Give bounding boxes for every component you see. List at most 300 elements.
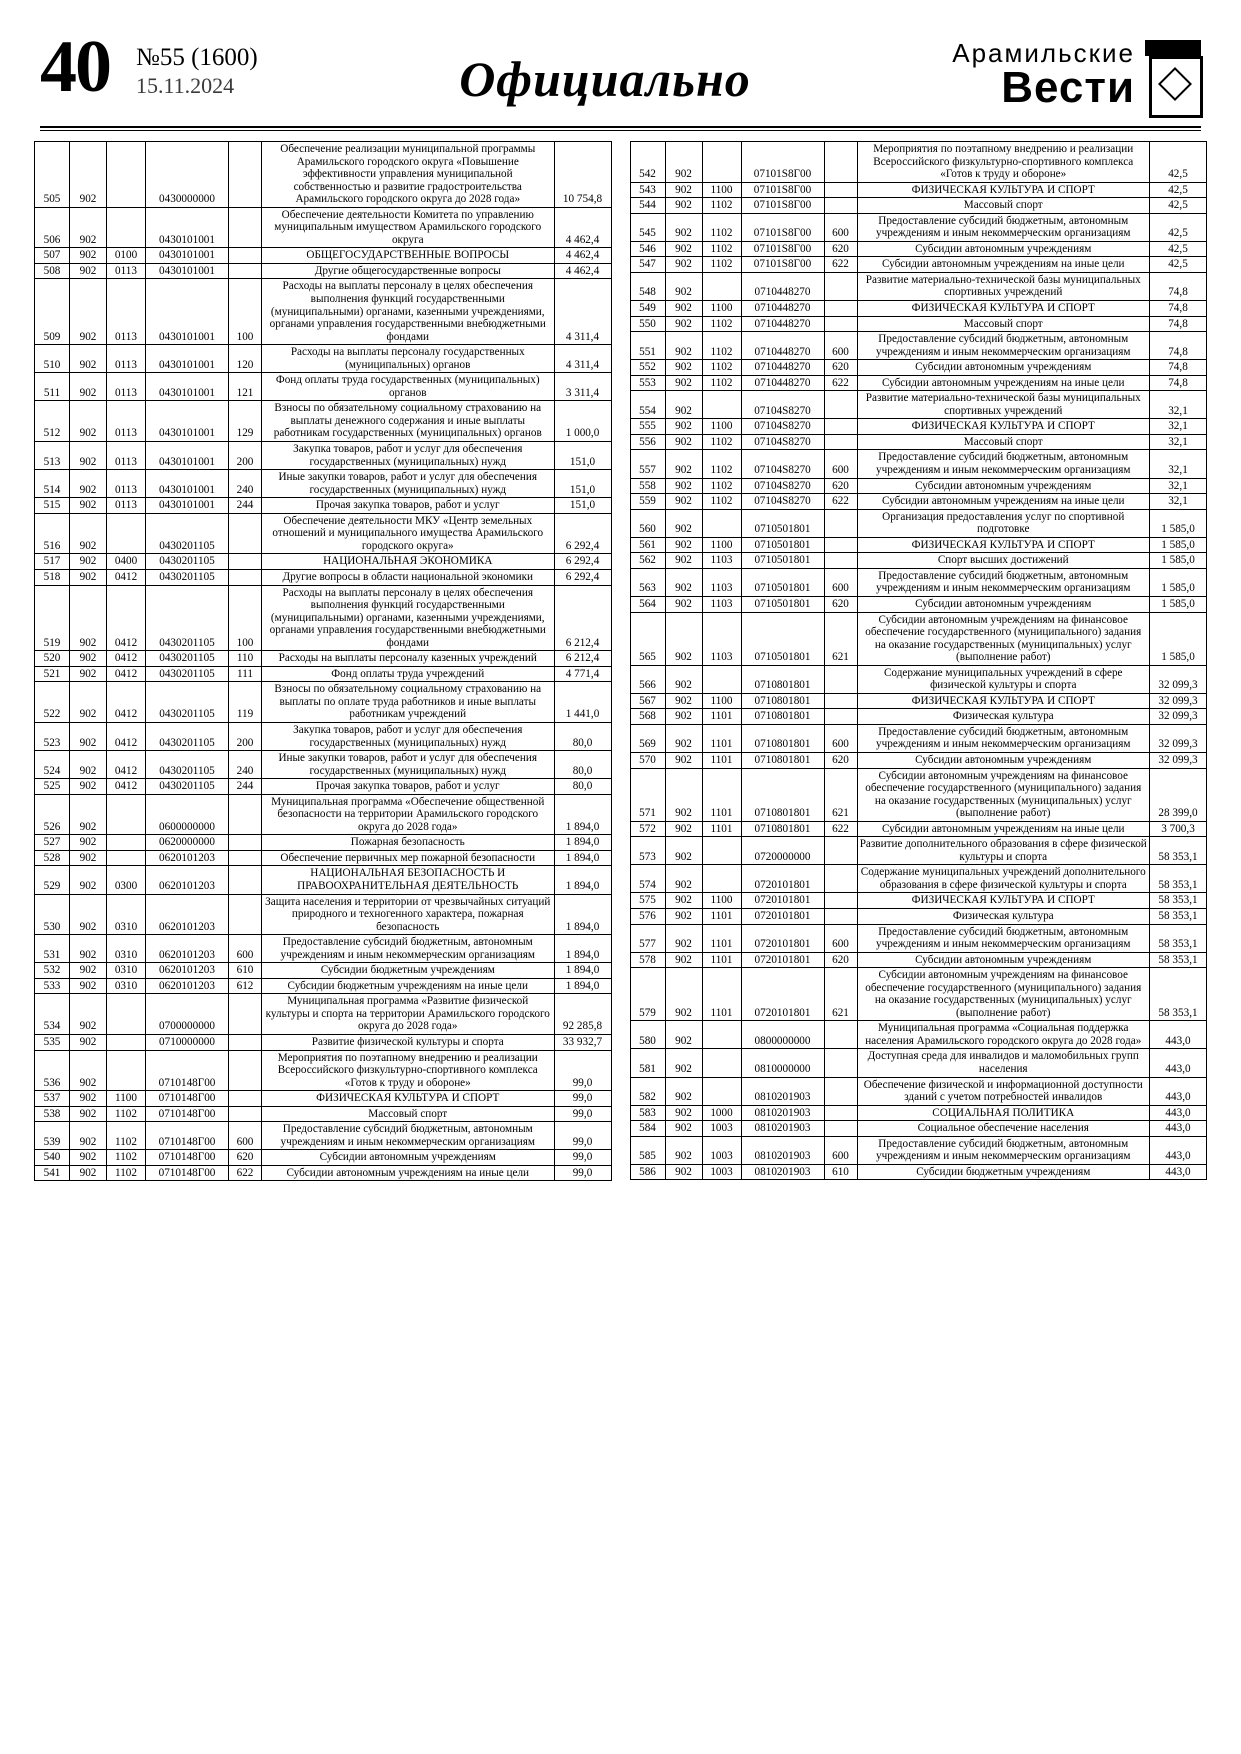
cell-razdel: 0412: [107, 569, 146, 585]
row-number: 538: [35, 1106, 70, 1122]
cell-amount: 1 894,0: [554, 835, 611, 851]
cell-target-article: 07101S8Г00: [741, 241, 824, 257]
cell-razdel: 1101: [702, 908, 741, 924]
cell-vid-rashodov: [229, 794, 262, 835]
cell-name: НАЦИОНАЛЬНАЯ БЕЗОПАСНОСТЬ И ПРАВООХРАНИТЕЛЬНАЯ ДЕЯТЕЛЬНОСТЬ: [262, 866, 555, 894]
cell-name: Субсидии автономным учреждениям на иные цели: [857, 494, 1150, 510]
cell-name: Обеспечение первичных мер пожарной безопасности: [262, 850, 555, 866]
cell-name: Развитие материально-технической базы муниципальных спортивных учреждений: [857, 391, 1150, 419]
cell-name: Обеспечение деятельности Комитета по управлению муниципальным имуществом Арамильского городского округа: [262, 207, 555, 248]
table-row: [630, 375, 1207, 391]
cell-razdel: 0412: [107, 651, 146, 667]
table-row: [35, 1050, 612, 1091]
cell-amount: 58 353,1: [1150, 968, 1207, 1021]
cell-name: Обеспечение реализации муниципальной программы Арамильского городского округа «Повышение эффективности управления муниципальной собственностью и развитие градостроительства Арамильского городского округа до 2028 года»: [262, 142, 555, 208]
cell-target-article: 0430000000: [146, 142, 229, 208]
cell-razdel: 1003: [702, 1121, 741, 1137]
cell-target-article: 0710448270: [741, 375, 824, 391]
cell-target-article: 0430201105: [146, 554, 229, 570]
cell-vid-rashodov: [824, 908, 857, 924]
cell-razdel: [107, 850, 146, 866]
cell-amount: 1 585,0: [1150, 612, 1207, 665]
cell-vid-rashodov: 244: [229, 779, 262, 795]
cell-razdel: 1103: [702, 596, 741, 612]
issue-date: 15.11.2024: [136, 72, 235, 98]
cell-name: Предоставление субсидий бюджетным, автономным учреждениям и иным некоммерческим организациям: [857, 213, 1150, 241]
cell-target-article: 0710801801: [741, 821, 824, 837]
table-row: [630, 709, 1207, 725]
table-row: [35, 207, 612, 248]
cell-vid-rashodov: [824, 865, 857, 893]
brand-line-2: Вести: [1001, 63, 1135, 112]
table-row: [35, 1091, 612, 1107]
cell-name: Субсидии бюджетным учреждениям: [262, 963, 555, 979]
cell-vedomstvo: 902: [665, 768, 702, 821]
cell-amount: 443,0: [1150, 1105, 1207, 1121]
cell-name: Муниципальная программа «Обеспечение общественной безопасности на территории Арамильского городского округа до 2028 года»: [262, 794, 555, 835]
cell-target-article: 0620101203: [146, 935, 229, 963]
cell-vedomstvo: 902: [70, 794, 107, 835]
table-row: [630, 198, 1207, 214]
table-row: [630, 494, 1207, 510]
cell-razdel: 1102: [702, 213, 741, 241]
cell-vedomstvo: 902: [70, 779, 107, 795]
cell-razdel: 0310: [107, 963, 146, 979]
cell-name: Субсидии автономным учреждениям: [857, 241, 1150, 257]
cell-vedomstvo: 902: [665, 434, 702, 450]
row-number: 505: [35, 142, 70, 208]
cell-name: Предоставление субсидий бюджетным, автономным учреждениям и иным некоммерческим организациям: [857, 724, 1150, 752]
cell-target-article: 0430101001: [146, 498, 229, 514]
cell-razdel: [702, 272, 741, 300]
table-row: [35, 978, 612, 994]
row-number: 570: [630, 752, 665, 768]
row-number: 568: [630, 709, 665, 725]
cell-vedomstvo: 902: [70, 666, 107, 682]
cell-vedomstvo: 902: [665, 724, 702, 752]
cell-vedomstvo: 902: [665, 1021, 702, 1049]
table-row: [35, 994, 612, 1035]
table-row: [35, 401, 612, 442]
cell-vid-rashodov: [824, 509, 857, 537]
cell-name: Предоставление субсидий бюджетным, автономным учреждениям и иным некоммерческим организациям: [857, 1136, 1150, 1164]
cell-target-article: 07101S8Г00: [741, 257, 824, 273]
cell-amount: 1 894,0: [554, 935, 611, 963]
cell-amount: 1 441,0: [554, 682, 611, 723]
cell-amount: 6 212,4: [554, 585, 611, 651]
table-row: [630, 450, 1207, 478]
cell-vid-rashodov: [229, 513, 262, 554]
cell-name: ФИЗИЧЕСКАЯ КУЛЬТУРА И СПОРТ: [857, 693, 1150, 709]
cell-vedomstvo: 902: [70, 835, 107, 851]
row-number: 507: [35, 248, 70, 264]
cell-razdel: 1103: [702, 553, 741, 569]
cell-name: Фонд оплаты труда государственных (муниципальных) органов: [262, 373, 555, 401]
cell-amount: 74,8: [1150, 272, 1207, 300]
cell-razdel: 1100: [702, 419, 741, 435]
cell-name: Муниципальная программа «Социальная поддержка населения Арамильского городского округа до 2028 года»: [857, 1021, 1150, 1049]
cell-vedomstvo: 902: [70, 554, 107, 570]
cell-vid-rashodov: 600: [824, 450, 857, 478]
cell-amount: 6 292,4: [554, 513, 611, 554]
cell-razdel: [702, 837, 741, 865]
cell-razdel: [702, 391, 741, 419]
table-row: [35, 1035, 612, 1051]
row-number: 521: [35, 666, 70, 682]
cell-vedomstvo: 902: [665, 198, 702, 214]
cell-razdel: 1100: [702, 301, 741, 317]
cell-amount: 151,0: [554, 498, 611, 514]
cell-name: Социальное обеспечение населения: [857, 1121, 1150, 1137]
cell-amount: 80,0: [554, 722, 611, 750]
cell-vid-rashodov: 621: [824, 612, 857, 665]
cell-amount: 1 894,0: [554, 978, 611, 994]
cell-razdel: [107, 994, 146, 1035]
cell-amount: 1 585,0: [1150, 596, 1207, 612]
cell-vid-rashodov: [229, 142, 262, 208]
cell-vid-rashodov: [229, 850, 262, 866]
cell-amount: 151,0: [554, 442, 611, 470]
cell-razdel: 0113: [107, 279, 146, 345]
cell-vid-rashodov: [824, 1077, 857, 1105]
row-number: 524: [35, 751, 70, 779]
cell-amount: 99,0: [554, 1150, 611, 1166]
row-number: 565: [630, 612, 665, 665]
cell-vid-rashodov: [229, 207, 262, 248]
cell-amount: 32,1: [1150, 391, 1207, 419]
cell-razdel: 1102: [107, 1122, 146, 1150]
table-row: [630, 419, 1207, 435]
cell-vid-rashodov: 610: [229, 963, 262, 979]
cell-target-article: 07104S8270: [741, 494, 824, 510]
cell-vedomstvo: 902: [665, 612, 702, 665]
row-number: 561: [630, 537, 665, 553]
cell-name: ФИЗИЧЕСКАЯ КУЛЬТУРА И СПОРТ: [857, 893, 1150, 909]
cell-target-article: 0700000000: [146, 994, 229, 1035]
cell-razdel: [702, 142, 741, 183]
cell-vid-rashodov: 121: [229, 373, 262, 401]
cell-vedomstvo: 902: [665, 478, 702, 494]
cell-vid-rashodov: 244: [229, 498, 262, 514]
cell-target-article: 07101S8Г00: [741, 142, 824, 183]
cell-target-article: 0720000000: [741, 837, 824, 865]
cell-vedomstvo: 902: [665, 257, 702, 273]
cell-name: Защита населения и территории от чрезвычайных ситуаций природного и техногенного характера, пожарная безопасность: [262, 894, 555, 935]
row-number: 539: [35, 1122, 70, 1150]
cell-name: Субсидии автономным учреждениям на финансовое обеспечение государственного (муниципального) задания на оказание государственных (муниципальных) услуг (выполнение работ): [857, 968, 1150, 1021]
cell-name: Другие общегосударственные вопросы: [262, 263, 555, 279]
cell-name: Развитие дополнительного образования в сфере физической культуры и спорта: [857, 837, 1150, 865]
cell-amount: 92 285,8: [554, 994, 611, 1035]
cell-vedomstvo: 902: [665, 908, 702, 924]
cell-razdel: 1102: [702, 241, 741, 257]
row-number: 518: [35, 569, 70, 585]
row-number: 550: [630, 316, 665, 332]
cell-vedomstvo: 902: [70, 1050, 107, 1091]
table-row: [35, 963, 612, 979]
row-number: 509: [35, 279, 70, 345]
cell-amount: 74,8: [1150, 301, 1207, 317]
cell-amount: 1 894,0: [554, 794, 611, 835]
row-number: 541: [35, 1165, 70, 1181]
cell-name: Обеспечение физической и информационной доступности зданий с учетом потребностей инвалидов: [857, 1077, 1150, 1105]
cell-vedomstvo: 902: [70, 751, 107, 779]
cell-name: ФИЗИЧЕСКАЯ КУЛЬТУРА И СПОРТ: [857, 537, 1150, 553]
cell-razdel: 0310: [107, 978, 146, 994]
cell-vedomstvo: 902: [70, 1035, 107, 1051]
table-row: [35, 279, 612, 345]
cell-vedomstvo: 902: [70, 894, 107, 935]
cell-name: ФИЗИЧЕСКАЯ КУЛЬТУРА И СПОРТ: [857, 419, 1150, 435]
cell-target-article: 0710448270: [741, 316, 824, 332]
row-number: 563: [630, 568, 665, 596]
row-number: 585: [630, 1136, 665, 1164]
cell-razdel: 0300: [107, 866, 146, 894]
cell-target-article: 0710501801: [741, 553, 824, 569]
cell-vid-rashodov: 600: [229, 935, 262, 963]
cell-name: ФИЗИЧЕСКАЯ КУЛЬТУРА И СПОРТ: [857, 182, 1150, 198]
cell-vedomstvo: 902: [665, 419, 702, 435]
cell-name: Организация предоставления услуг по спортивной подготовке: [857, 509, 1150, 537]
cell-amount: 42,5: [1150, 213, 1207, 241]
row-number: 548: [630, 272, 665, 300]
row-number: 531: [35, 935, 70, 963]
row-number: 523: [35, 722, 70, 750]
cell-razdel: 0113: [107, 263, 146, 279]
cell-name: Массовый спорт: [857, 316, 1150, 332]
row-number: 527: [35, 835, 70, 851]
cell-razdel: 0412: [107, 722, 146, 750]
cell-vid-rashodov: [824, 1121, 857, 1137]
cell-name: ФИЗИЧЕСКАЯ КУЛЬТУРА И СПОРТ: [262, 1091, 555, 1107]
cell-razdel: 1102: [702, 450, 741, 478]
cell-vid-rashodov: [229, 1035, 262, 1051]
cell-vid-rashodov: 610: [824, 1164, 857, 1180]
cell-amount: 443,0: [1150, 1021, 1207, 1049]
cell-amount: 1 585,0: [1150, 553, 1207, 569]
cell-vid-rashodov: 622: [229, 1165, 262, 1181]
table-row: [35, 513, 612, 554]
cell-vid-rashodov: 622: [824, 375, 857, 391]
cell-amount: 6 292,4: [554, 569, 611, 585]
cell-amount: 99,0: [554, 1165, 611, 1181]
table-row: [630, 213, 1207, 241]
cell-name: Расходы на выплаты персоналу в целях обеспечения выполнения функций государственными (муниципальными) органами, казенными учреждениями, органами управления государственными внебюджетными фондами: [262, 279, 555, 345]
cell-target-article: 07104S8270: [741, 450, 824, 478]
cell-razdel: 0412: [107, 585, 146, 651]
row-number: 578: [630, 952, 665, 968]
cell-amount: 6 212,4: [554, 651, 611, 667]
cell-vid-rashodov: 621: [824, 768, 857, 821]
cell-vid-rashodov: [824, 434, 857, 450]
cell-vid-rashodov: [824, 198, 857, 214]
cell-amount: 74,8: [1150, 360, 1207, 376]
cell-amount: 32 099,3: [1150, 665, 1207, 693]
cell-razdel: [107, 207, 146, 248]
cell-target-article: 0430101001: [146, 263, 229, 279]
cell-vedomstvo: 902: [665, 752, 702, 768]
row-number: 528: [35, 850, 70, 866]
cell-vid-rashodov: 120: [229, 345, 262, 373]
cell-razdel: 1103: [702, 568, 741, 596]
cell-vedomstvo: 902: [70, 585, 107, 651]
cell-amount: 4 462,4: [554, 207, 611, 248]
table-row: [35, 585, 612, 651]
cell-name: Предоставление субсидий бюджетным, автономным учреждениям и иным некоммерческим организациям: [857, 924, 1150, 952]
cell-vid-rashodov: [824, 182, 857, 198]
cell-vid-rashodov: [229, 866, 262, 894]
cell-name: Предоставление субсидий бюджетным, автономным учреждениям и иным некоммерческим организациям: [262, 935, 555, 963]
cell-razdel: 1000: [702, 1105, 741, 1121]
row-number: 525: [35, 779, 70, 795]
row-number: 574: [630, 865, 665, 893]
cell-vid-rashodov: 240: [229, 751, 262, 779]
row-number: 571: [630, 768, 665, 821]
cell-name: Развитие физической культуры и спорта: [262, 1035, 555, 1051]
table-row: [35, 666, 612, 682]
cell-name: Субсидии автономным учреждениям на иные цели: [857, 821, 1150, 837]
cell-vid-rashodov: 600: [824, 1136, 857, 1164]
cell-amount: 4 311,4: [554, 345, 611, 373]
cell-vid-rashodov: 622: [824, 494, 857, 510]
table-row: [630, 391, 1207, 419]
table-row: [35, 554, 612, 570]
cell-vid-rashodov: 240: [229, 470, 262, 498]
cell-vedomstvo: 902: [70, 1165, 107, 1181]
cell-target-article: 0620101203: [146, 978, 229, 994]
cell-name: Спорт высших достижений: [857, 553, 1150, 569]
cell-name: Субсидии автономным учреждениям: [857, 596, 1150, 612]
cell-amount: 32 099,3: [1150, 752, 1207, 768]
table-row: [35, 1150, 612, 1166]
cell-target-article: 0710148Г00: [146, 1106, 229, 1122]
cell-vedomstvo: 902: [70, 722, 107, 750]
cell-vid-rashodov: [824, 1049, 857, 1077]
table-row: [35, 1106, 612, 1122]
cell-amount: 74,8: [1150, 332, 1207, 360]
cell-razdel: [702, 665, 741, 693]
cell-vid-rashodov: [824, 665, 857, 693]
table-row: [630, 537, 1207, 553]
cell-target-article: 0430101001: [146, 345, 229, 373]
row-number: 530: [35, 894, 70, 935]
cell-vid-rashodov: [824, 391, 857, 419]
cell-razdel: 1101: [702, 752, 741, 768]
cell-name: Взносы по обязательному социальному страхованию на выплаты денежного содержания и иные выплаты работникам государственных (муниципальных) органов: [262, 401, 555, 442]
cell-vedomstvo: 902: [70, 248, 107, 264]
cell-amount: 1 894,0: [554, 850, 611, 866]
table-row: [35, 894, 612, 935]
cell-vedomstvo: 902: [665, 301, 702, 317]
cell-target-article: 0720101801: [741, 968, 824, 1021]
row-number: 558: [630, 478, 665, 494]
table-row: [630, 360, 1207, 376]
cell-razdel: 1101: [702, 952, 741, 968]
cell-vid-rashodov: 110: [229, 651, 262, 667]
table-row: [35, 651, 612, 667]
cell-vid-rashodov: 100: [229, 279, 262, 345]
cell-target-article: 07104S8270: [741, 419, 824, 435]
cell-name: Мероприятия по поэтапному внедрению и реализации Всероссийского физкультурно-спортивного комплекса «Готов к труду и обороне»: [857, 142, 1150, 183]
table-row: [630, 1105, 1207, 1121]
cell-target-article: 0710801801: [741, 693, 824, 709]
row-number: 520: [35, 651, 70, 667]
row-number: 514: [35, 470, 70, 498]
table-row: [630, 612, 1207, 665]
cell-razdel: 1102: [702, 434, 741, 450]
cell-name: Развитие материально-технической базы муниципальных спортивных учреждений: [857, 272, 1150, 300]
cell-vedomstvo: 902: [665, 665, 702, 693]
cell-razdel: 1102: [702, 332, 741, 360]
cell-razdel: 1103: [702, 612, 741, 665]
cell-vid-rashodov: 620: [824, 478, 857, 494]
cell-razdel: 1102: [702, 360, 741, 376]
cell-vedomstvo: 902: [665, 821, 702, 837]
cell-vedomstvo: 902: [665, 332, 702, 360]
row-number: 549: [630, 301, 665, 317]
cell-vid-rashodov: [229, 248, 262, 264]
table-row: [35, 866, 612, 894]
cell-vid-rashodov: 100: [229, 585, 262, 651]
cell-vid-rashodov: [824, 553, 857, 569]
cell-target-article: 0430101001: [146, 207, 229, 248]
cell-target-article: 0710148Г00: [146, 1165, 229, 1181]
cell-target-article: 0710000000: [146, 1035, 229, 1051]
cell-vedomstvo: 902: [70, 142, 107, 208]
row-number: 572: [630, 821, 665, 837]
table-row: [630, 821, 1207, 837]
cell-vid-rashodov: 600: [824, 724, 857, 752]
cell-target-article: 0710148Г00: [146, 1150, 229, 1166]
cell-name: Субсидии бюджетным учреждениям на иные цели: [262, 978, 555, 994]
cell-vedomstvo: 902: [665, 837, 702, 865]
cell-vid-rashodov: 119: [229, 682, 262, 723]
row-number: 542: [630, 142, 665, 183]
table-row: [35, 569, 612, 585]
row-number: 533: [35, 978, 70, 994]
cell-target-article: 0430101001: [146, 373, 229, 401]
table-row: [630, 893, 1207, 909]
table-row: [630, 693, 1207, 709]
table-row: [630, 724, 1207, 752]
table-row: [35, 1165, 612, 1181]
row-number: 567: [630, 693, 665, 709]
cell-vedomstvo: 902: [70, 263, 107, 279]
cell-target-article: 0430201105: [146, 722, 229, 750]
cell-vid-rashodov: [824, 419, 857, 435]
cell-vedomstvo: 902: [70, 373, 107, 401]
row-number: 564: [630, 596, 665, 612]
cell-amount: 1 894,0: [554, 963, 611, 979]
row-number: 579: [630, 968, 665, 1021]
cell-target-article: 0720101801: [741, 924, 824, 952]
cell-name: Массовый спорт: [857, 198, 1150, 214]
column-right: [630, 141, 1208, 1181]
cell-target-article: 0710448270: [741, 360, 824, 376]
table-row: [35, 345, 612, 373]
cell-name: Расходы на выплаты персоналу казенных учреждений: [262, 651, 555, 667]
issue-number: №55 (1600): [136, 44, 258, 71]
cell-amount: 1 585,0: [1150, 509, 1207, 537]
cell-amount: 42,5: [1150, 182, 1207, 198]
cell-target-article: 0710801801: [741, 768, 824, 821]
cell-razdel: 0310: [107, 935, 146, 963]
cell-vedomstvo: 902: [70, 850, 107, 866]
cell-vid-rashodov: [824, 301, 857, 317]
cell-amount: 4 311,4: [554, 279, 611, 345]
cell-amount: 42,5: [1150, 142, 1207, 183]
budget-table-left: [34, 141, 612, 1181]
